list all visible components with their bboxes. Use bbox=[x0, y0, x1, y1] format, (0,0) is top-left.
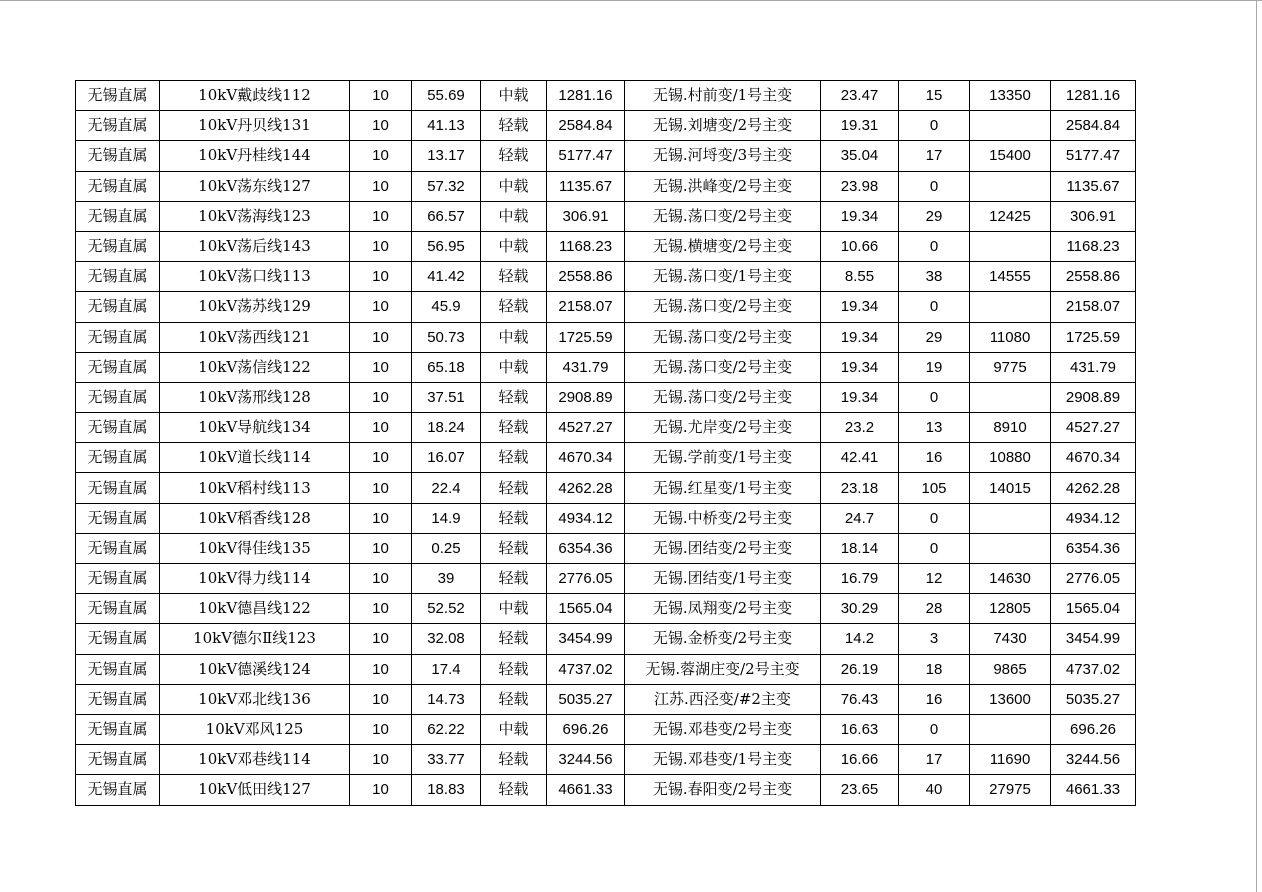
remaining-capacity-cell: 6354.36 bbox=[1051, 533, 1136, 563]
capacity-cell bbox=[970, 231, 1051, 261]
capacity-cell: 11690 bbox=[970, 745, 1051, 775]
company-cell: 无锡直属 bbox=[76, 141, 160, 171]
line-name-cell: 10kV荡后线143 bbox=[160, 231, 350, 261]
substation-transformer-cell: 无锡.春阳变/2号主变 bbox=[625, 775, 821, 805]
line-name-cell: 10kV低田线127 bbox=[160, 775, 350, 805]
load-status-cell: 轻载 bbox=[481, 443, 547, 473]
company-cell: 无锡直属 bbox=[76, 714, 160, 744]
table-row bbox=[76, 745, 1136, 775]
load-rate-cell: 17.4 bbox=[412, 654, 481, 684]
company-cell: 无锡直属 bbox=[76, 684, 160, 714]
transformer-load-cell: 23.47 bbox=[821, 81, 899, 111]
table-row bbox=[76, 171, 1136, 201]
table-row bbox=[76, 262, 1136, 292]
capacity-cell bbox=[970, 714, 1051, 744]
capacity-cell: 11080 bbox=[970, 322, 1051, 352]
remaining-capacity-cell: 3244.56 bbox=[1051, 745, 1136, 775]
remaining-capacity-cell: 306.91 bbox=[1051, 201, 1136, 231]
load-status-cell: 轻载 bbox=[481, 624, 547, 654]
load-status-cell: 轻载 bbox=[481, 141, 547, 171]
available-capacity-cell: 4934.12 bbox=[547, 503, 625, 533]
available-capacity-cell: 431.79 bbox=[547, 352, 625, 382]
load-rate-cell: 65.18 bbox=[412, 352, 481, 382]
capacity-cell: 15400 bbox=[970, 141, 1051, 171]
line-name-cell: 10kV荡西线121 bbox=[160, 322, 350, 352]
voltage-cell: 10 bbox=[350, 443, 412, 473]
voltage-cell: 10 bbox=[350, 262, 412, 292]
load-rate-cell: 52.52 bbox=[412, 594, 481, 624]
load-rate-cell: 66.57 bbox=[412, 201, 481, 231]
voltage-cell: 10 bbox=[350, 745, 412, 775]
load-status-cell: 轻载 bbox=[481, 775, 547, 805]
available-capacity-cell: 306.91 bbox=[547, 201, 625, 231]
table-row bbox=[76, 322, 1136, 352]
load-status-cell: 轻载 bbox=[481, 564, 547, 594]
table-row bbox=[76, 382, 1136, 412]
load-status-cell: 中载 bbox=[481, 171, 547, 201]
count-cell: 13 bbox=[899, 413, 970, 443]
company-cell: 无锡直属 bbox=[76, 564, 160, 594]
transformer-load-cell: 18.14 bbox=[821, 533, 899, 563]
available-capacity-cell: 2908.89 bbox=[547, 382, 625, 412]
transformer-load-cell: 16.66 bbox=[821, 745, 899, 775]
company-cell: 无锡直属 bbox=[76, 382, 160, 412]
remaining-capacity-cell: 4262.28 bbox=[1051, 473, 1136, 503]
capacity-cell: 9865 bbox=[970, 654, 1051, 684]
voltage-cell: 10 bbox=[350, 533, 412, 563]
voltage-cell: 10 bbox=[350, 141, 412, 171]
voltage-cell: 10 bbox=[350, 684, 412, 714]
capacity-cell: 12425 bbox=[970, 201, 1051, 231]
available-capacity-cell: 1135.67 bbox=[547, 171, 625, 201]
count-cell: 40 bbox=[899, 775, 970, 805]
feeder-load-table bbox=[75, 80, 1136, 806]
line-name-cell: 10kV邓北线136 bbox=[160, 684, 350, 714]
remaining-capacity-cell: 1725.59 bbox=[1051, 322, 1136, 352]
remaining-capacity-cell: 4934.12 bbox=[1051, 503, 1136, 533]
available-capacity-cell: 4737.02 bbox=[547, 654, 625, 684]
count-cell: 29 bbox=[899, 201, 970, 231]
line-name-cell: 10kV荡苏线129 bbox=[160, 292, 350, 322]
substation-transformer-cell: 无锡.团结变/2号主变 bbox=[625, 533, 821, 563]
table-row bbox=[76, 141, 1136, 171]
capacity-cell: 12805 bbox=[970, 594, 1051, 624]
transformer-load-cell: 10.66 bbox=[821, 231, 899, 261]
load-status-cell: 轻载 bbox=[481, 382, 547, 412]
line-name-cell: 10kV得力线114 bbox=[160, 564, 350, 594]
count-cell: 0 bbox=[899, 231, 970, 261]
transformer-load-cell: 30.29 bbox=[821, 594, 899, 624]
count-cell: 0 bbox=[899, 533, 970, 563]
substation-transformer-cell: 无锡.尤岸变/2号主变 bbox=[625, 413, 821, 443]
available-capacity-cell: 4670.34 bbox=[547, 443, 625, 473]
capacity-cell: 14555 bbox=[970, 262, 1051, 292]
voltage-cell: 10 bbox=[350, 231, 412, 261]
substation-transformer-cell: 无锡.荡口变/2号主变 bbox=[625, 201, 821, 231]
load-status-cell: 中载 bbox=[481, 322, 547, 352]
voltage-cell: 10 bbox=[350, 322, 412, 352]
capacity-cell: 27975 bbox=[970, 775, 1051, 805]
line-name-cell: 10kV荡海线123 bbox=[160, 201, 350, 231]
voltage-cell: 10 bbox=[350, 111, 412, 141]
line-name-cell: 10kV稻香线128 bbox=[160, 503, 350, 533]
capacity-cell: 7430 bbox=[970, 624, 1051, 654]
load-rate-cell: 22.4 bbox=[412, 473, 481, 503]
remaining-capacity-cell: 3454.99 bbox=[1051, 624, 1136, 654]
page-right-border bbox=[1256, 0, 1257, 892]
line-name-cell: 10kV德尔Ⅱ线123 bbox=[160, 624, 350, 654]
substation-transformer-cell: 无锡.荡口变/2号主变 bbox=[625, 292, 821, 322]
line-name-cell: 10kV戴歧线112 bbox=[160, 81, 350, 111]
load-rate-cell: 14.73 bbox=[412, 684, 481, 714]
table-row bbox=[76, 654, 1136, 684]
substation-transformer-cell: 无锡.中桥变/2号主变 bbox=[625, 503, 821, 533]
count-cell: 0 bbox=[899, 111, 970, 141]
company-cell: 无锡直属 bbox=[76, 352, 160, 382]
load-status-cell: 轻载 bbox=[481, 473, 547, 503]
count-cell: 0 bbox=[899, 171, 970, 201]
line-name-cell: 10kV道长线114 bbox=[160, 443, 350, 473]
transformer-load-cell: 19.31 bbox=[821, 111, 899, 141]
transformer-load-cell: 19.34 bbox=[821, 201, 899, 231]
transformer-load-cell: 8.55 bbox=[821, 262, 899, 292]
table-row bbox=[76, 443, 1136, 473]
remaining-capacity-cell: 2776.05 bbox=[1051, 564, 1136, 594]
count-cell: 0 bbox=[899, 503, 970, 533]
count-cell: 3 bbox=[899, 624, 970, 654]
voltage-cell: 10 bbox=[350, 201, 412, 231]
table-row bbox=[76, 473, 1136, 503]
transformer-load-cell: 16.63 bbox=[821, 714, 899, 744]
table-row bbox=[76, 81, 1136, 111]
count-cell: 0 bbox=[899, 714, 970, 744]
count-cell: 17 bbox=[899, 745, 970, 775]
substation-transformer-cell: 无锡.荡口变/2号主变 bbox=[625, 322, 821, 352]
load-rate-cell: 56.95 bbox=[412, 231, 481, 261]
available-capacity-cell: 4262.28 bbox=[547, 473, 625, 503]
remaining-capacity-cell: 2158.07 bbox=[1051, 292, 1136, 322]
transformer-load-cell: 26.19 bbox=[821, 654, 899, 684]
substation-transformer-cell: 无锡.蓉湖庄变/2号主变 bbox=[625, 654, 821, 684]
line-name-cell: 10kV邓风125 bbox=[160, 714, 350, 744]
company-cell: 无锡直属 bbox=[76, 533, 160, 563]
transformer-load-cell: 14.2 bbox=[821, 624, 899, 654]
remaining-capacity-cell: 1565.04 bbox=[1051, 594, 1136, 624]
transformer-load-cell: 35.04 bbox=[821, 141, 899, 171]
load-rate-cell: 16.07 bbox=[412, 443, 481, 473]
substation-transformer-cell: 无锡.邓巷变/2号主变 bbox=[625, 714, 821, 744]
line-name-cell: 10kV荡口线113 bbox=[160, 262, 350, 292]
substation-transformer-cell: 无锡.学前变/1号主变 bbox=[625, 443, 821, 473]
table-row bbox=[76, 201, 1136, 231]
load-status-cell: 轻载 bbox=[481, 262, 547, 292]
load-rate-cell: 55.69 bbox=[412, 81, 481, 111]
table-row bbox=[76, 231, 1136, 261]
remaining-capacity-cell: 4527.27 bbox=[1051, 413, 1136, 443]
capacity-cell bbox=[970, 503, 1051, 533]
substation-transformer-cell: 无锡.荡口变/2号主变 bbox=[625, 352, 821, 382]
company-cell: 无锡直属 bbox=[76, 745, 160, 775]
voltage-cell: 10 bbox=[350, 382, 412, 412]
voltage-cell: 10 bbox=[350, 413, 412, 443]
company-cell: 无锡直属 bbox=[76, 594, 160, 624]
voltage-cell: 10 bbox=[350, 503, 412, 533]
load-rate-cell: 0.25 bbox=[412, 533, 481, 563]
remaining-capacity-cell: 2558.86 bbox=[1051, 262, 1136, 292]
load-rate-cell: 62.22 bbox=[412, 714, 481, 744]
remaining-capacity-cell: 1281.16 bbox=[1051, 81, 1136, 111]
count-cell: 0 bbox=[899, 292, 970, 322]
available-capacity-cell: 3454.99 bbox=[547, 624, 625, 654]
company-cell: 无锡直属 bbox=[76, 231, 160, 261]
available-capacity-cell: 696.26 bbox=[547, 714, 625, 744]
table-row bbox=[76, 352, 1136, 382]
load-status-cell: 中载 bbox=[481, 352, 547, 382]
capacity-cell bbox=[970, 171, 1051, 201]
load-rate-cell: 41.42 bbox=[412, 262, 481, 292]
company-cell: 无锡直属 bbox=[76, 171, 160, 201]
substation-transformer-cell: 江苏.西泾变/#2主变 bbox=[625, 684, 821, 714]
count-cell: 15 bbox=[899, 81, 970, 111]
count-cell: 0 bbox=[899, 382, 970, 412]
count-cell: 18 bbox=[899, 654, 970, 684]
line-name-cell: 10kV得佳线135 bbox=[160, 533, 350, 563]
load-status-cell: 轻载 bbox=[481, 111, 547, 141]
table-row bbox=[76, 533, 1136, 563]
load-status-cell: 轻载 bbox=[481, 533, 547, 563]
available-capacity-cell: 3244.56 bbox=[547, 745, 625, 775]
company-cell: 无锡直属 bbox=[76, 443, 160, 473]
remaining-capacity-cell: 4737.02 bbox=[1051, 654, 1136, 684]
company-cell: 无锡直属 bbox=[76, 473, 160, 503]
company-cell: 无锡直属 bbox=[76, 322, 160, 352]
load-rate-cell: 57.32 bbox=[412, 171, 481, 201]
transformer-load-cell: 19.34 bbox=[821, 382, 899, 412]
table-row bbox=[76, 594, 1136, 624]
count-cell: 105 bbox=[899, 473, 970, 503]
remaining-capacity-cell: 2584.84 bbox=[1051, 111, 1136, 141]
capacity-cell bbox=[970, 533, 1051, 563]
remaining-capacity-cell: 431.79 bbox=[1051, 352, 1136, 382]
capacity-cell: 10880 bbox=[970, 443, 1051, 473]
available-capacity-cell: 5177.47 bbox=[547, 141, 625, 171]
capacity-cell: 13600 bbox=[970, 684, 1051, 714]
load-status-cell: 中载 bbox=[481, 231, 547, 261]
capacity-cell bbox=[970, 111, 1051, 141]
load-status-cell: 中载 bbox=[481, 201, 547, 231]
line-name-cell: 10kV稻村线113 bbox=[160, 473, 350, 503]
table-row bbox=[76, 714, 1136, 744]
company-cell: 无锡直属 bbox=[76, 413, 160, 443]
load-status-cell: 轻载 bbox=[481, 684, 547, 714]
capacity-cell bbox=[970, 382, 1051, 412]
table-row bbox=[76, 111, 1136, 141]
remaining-capacity-cell: 4661.33 bbox=[1051, 775, 1136, 805]
transformer-load-cell: 42.41 bbox=[821, 443, 899, 473]
available-capacity-cell: 2558.86 bbox=[547, 262, 625, 292]
transformer-load-cell: 23.65 bbox=[821, 775, 899, 805]
count-cell: 17 bbox=[899, 141, 970, 171]
company-cell: 无锡直属 bbox=[76, 624, 160, 654]
transformer-load-cell: 76.43 bbox=[821, 684, 899, 714]
substation-transformer-cell: 无锡.团结变/1号主变 bbox=[625, 564, 821, 594]
load-rate-cell: 45.9 bbox=[412, 292, 481, 322]
remaining-capacity-cell: 4670.34 bbox=[1051, 443, 1136, 473]
remaining-capacity-cell: 5035.27 bbox=[1051, 684, 1136, 714]
company-cell: 无锡直属 bbox=[76, 503, 160, 533]
voltage-cell: 10 bbox=[350, 624, 412, 654]
table-row bbox=[76, 413, 1136, 443]
load-rate-cell: 18.24 bbox=[412, 413, 481, 443]
transformer-load-cell: 19.34 bbox=[821, 352, 899, 382]
available-capacity-cell: 2158.07 bbox=[547, 292, 625, 322]
remaining-capacity-cell: 1168.23 bbox=[1051, 231, 1136, 261]
substation-transformer-cell: 无锡.村前变/1号主变 bbox=[625, 81, 821, 111]
table-row bbox=[76, 564, 1136, 594]
voltage-cell: 10 bbox=[350, 81, 412, 111]
transformer-load-cell: 23.98 bbox=[821, 171, 899, 201]
available-capacity-cell: 2584.84 bbox=[547, 111, 625, 141]
load-status-cell: 中载 bbox=[481, 594, 547, 624]
voltage-cell: 10 bbox=[350, 352, 412, 382]
count-cell: 28 bbox=[899, 594, 970, 624]
load-status-cell: 中载 bbox=[481, 81, 547, 111]
capacity-cell: 13350 bbox=[970, 81, 1051, 111]
available-capacity-cell: 6354.36 bbox=[547, 533, 625, 563]
voltage-cell: 10 bbox=[350, 292, 412, 322]
voltage-cell: 10 bbox=[350, 473, 412, 503]
table-row bbox=[76, 624, 1136, 654]
count-cell: 16 bbox=[899, 443, 970, 473]
substation-transformer-cell: 无锡.金桥变/2号主变 bbox=[625, 624, 821, 654]
count-cell: 19 bbox=[899, 352, 970, 382]
capacity-cell: 9775 bbox=[970, 352, 1051, 382]
voltage-cell: 10 bbox=[350, 594, 412, 624]
line-name-cell: 10kV荡东线127 bbox=[160, 171, 350, 201]
line-name-cell: 10kV德昌线122 bbox=[160, 594, 350, 624]
capacity-cell: 8910 bbox=[970, 413, 1051, 443]
substation-transformer-cell: 无锡.邓巷变/1号主变 bbox=[625, 745, 821, 775]
capacity-cell: 14630 bbox=[970, 564, 1051, 594]
load-status-cell: 轻载 bbox=[481, 413, 547, 443]
table-row bbox=[76, 503, 1136, 533]
load-rate-cell: 32.08 bbox=[412, 624, 481, 654]
voltage-cell: 10 bbox=[350, 775, 412, 805]
load-rate-cell: 37.51 bbox=[412, 382, 481, 412]
line-name-cell: 10kV荡邢线128 bbox=[160, 382, 350, 412]
remaining-capacity-cell: 1135.67 bbox=[1051, 171, 1136, 201]
substation-transformer-cell: 无锡.刘塘变/2号主变 bbox=[625, 111, 821, 141]
load-rate-cell: 41.13 bbox=[412, 111, 481, 141]
available-capacity-cell: 4527.27 bbox=[547, 413, 625, 443]
company-cell: 无锡直属 bbox=[76, 111, 160, 141]
load-status-cell: 中载 bbox=[481, 714, 547, 744]
substation-transformer-cell: 无锡.凤翔变/2号主变 bbox=[625, 594, 821, 624]
voltage-cell: 10 bbox=[350, 714, 412, 744]
substation-transformer-cell: 无锡.红星变/1号主变 bbox=[625, 473, 821, 503]
table-row bbox=[76, 684, 1136, 714]
substation-transformer-cell: 无锡.洪峰变/2号主变 bbox=[625, 171, 821, 201]
load-rate-cell: 18.83 bbox=[412, 775, 481, 805]
page-top-border bbox=[0, 0, 1262, 1]
load-status-cell: 轻载 bbox=[481, 745, 547, 775]
voltage-cell: 10 bbox=[350, 564, 412, 594]
company-cell: 无锡直属 bbox=[76, 262, 160, 292]
count-cell: 12 bbox=[899, 564, 970, 594]
transformer-load-cell: 19.34 bbox=[821, 322, 899, 352]
load-rate-cell: 33.77 bbox=[412, 745, 481, 775]
substation-transformer-cell: 无锡.河埒变/3号主变 bbox=[625, 141, 821, 171]
substation-transformer-cell: 无锡.荡口变/2号主变 bbox=[625, 382, 821, 412]
transformer-load-cell: 16.79 bbox=[821, 564, 899, 594]
remaining-capacity-cell: 696.26 bbox=[1051, 714, 1136, 744]
capacity-cell: 14015 bbox=[970, 473, 1051, 503]
transformer-load-cell: 19.34 bbox=[821, 292, 899, 322]
substation-transformer-cell: 无锡.横塘变/2号主变 bbox=[625, 231, 821, 261]
load-rate-cell: 13.17 bbox=[412, 141, 481, 171]
transformer-load-cell: 23.2 bbox=[821, 413, 899, 443]
line-name-cell: 10kV导航线134 bbox=[160, 413, 350, 443]
available-capacity-cell: 1168.23 bbox=[547, 231, 625, 261]
available-capacity-cell: 5035.27 bbox=[547, 684, 625, 714]
load-status-cell: 轻载 bbox=[481, 654, 547, 684]
load-rate-cell: 50.73 bbox=[412, 322, 481, 352]
count-cell: 16 bbox=[899, 684, 970, 714]
line-name-cell: 10kV丹桂线144 bbox=[160, 141, 350, 171]
transformer-load-cell: 24.7 bbox=[821, 503, 899, 533]
company-cell: 无锡直属 bbox=[76, 654, 160, 684]
voltage-cell: 10 bbox=[350, 654, 412, 684]
company-cell: 无锡直属 bbox=[76, 292, 160, 322]
available-capacity-cell: 1565.04 bbox=[547, 594, 625, 624]
voltage-cell: 10 bbox=[350, 171, 412, 201]
company-cell: 无锡直属 bbox=[76, 81, 160, 111]
remaining-capacity-cell: 5177.47 bbox=[1051, 141, 1136, 171]
company-cell: 无锡直属 bbox=[76, 201, 160, 231]
remaining-capacity-cell: 2908.89 bbox=[1051, 382, 1136, 412]
capacity-cell bbox=[970, 292, 1051, 322]
table-body bbox=[76, 81, 1136, 806]
line-name-cell: 10kV德溪线124 bbox=[160, 654, 350, 684]
available-capacity-cell: 4661.33 bbox=[547, 775, 625, 805]
substation-transformer-cell: 无锡.荡口变/1号主变 bbox=[625, 262, 821, 292]
line-name-cell: 10kV邓巷线114 bbox=[160, 745, 350, 775]
load-status-cell: 轻载 bbox=[481, 292, 547, 322]
table-row bbox=[76, 292, 1136, 322]
count-cell: 38 bbox=[899, 262, 970, 292]
count-cell: 29 bbox=[899, 322, 970, 352]
available-capacity-cell: 2776.05 bbox=[547, 564, 625, 594]
load-status-cell: 轻载 bbox=[481, 503, 547, 533]
available-capacity-cell: 1281.16 bbox=[547, 81, 625, 111]
table-row bbox=[76, 775, 1136, 805]
line-name-cell: 10kV荡信线122 bbox=[160, 352, 350, 382]
company-cell: 无锡直属 bbox=[76, 775, 160, 805]
available-capacity-cell: 1725.59 bbox=[547, 322, 625, 352]
load-rate-cell: 14.9 bbox=[412, 503, 481, 533]
transformer-load-cell: 23.18 bbox=[821, 473, 899, 503]
line-name-cell: 10kV丹贝线131 bbox=[160, 111, 350, 141]
load-rate-cell: 39 bbox=[412, 564, 481, 594]
